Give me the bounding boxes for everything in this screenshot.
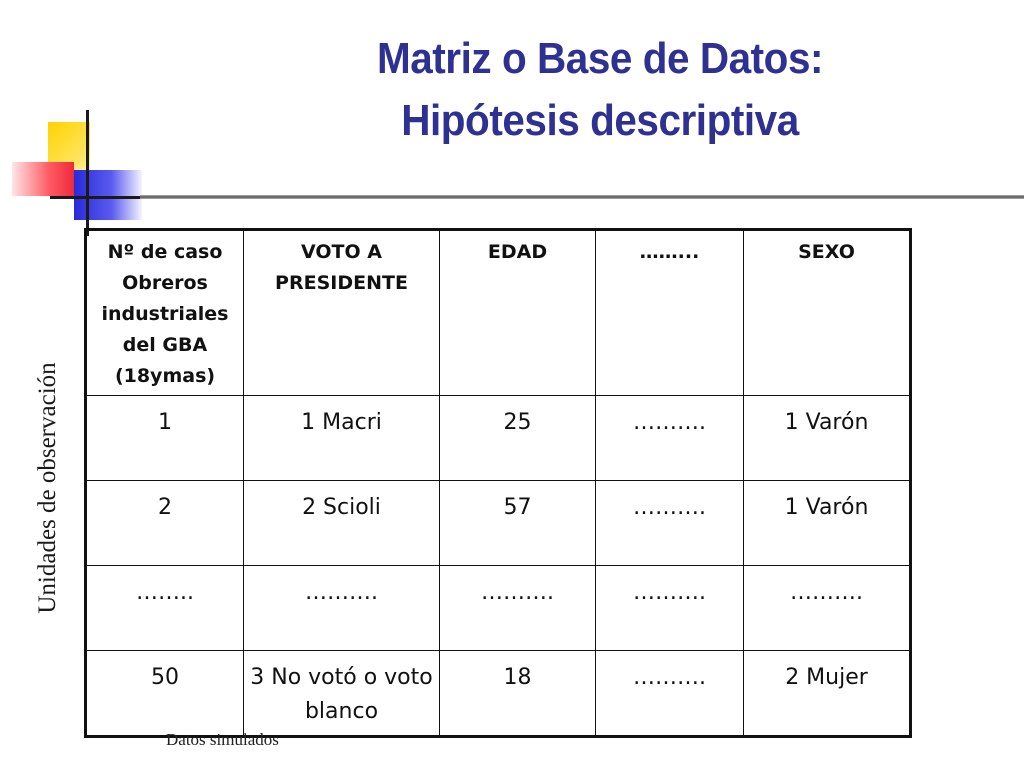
header-vote-label: VOTO A PRESIDENTE xyxy=(275,241,408,294)
table-cell: 2 Mujer xyxy=(744,651,911,737)
footnote: Datos simulados xyxy=(166,730,279,749)
table-cell: 1 xyxy=(86,396,244,481)
table-header-row xyxy=(86,230,911,396)
title-divider xyxy=(140,195,1024,199)
table-cell: ………. xyxy=(596,481,744,566)
data-matrix-table xyxy=(84,228,912,738)
table-cell: 3 No votó o voto blanco xyxy=(244,651,440,737)
table-cell: 1 Macri xyxy=(244,396,440,481)
table-cell: ………. xyxy=(744,566,911,651)
header-case-number-label: Nº de caso xyxy=(107,241,223,263)
header-sex xyxy=(744,230,911,396)
table-row xyxy=(86,396,911,481)
table-cell: 2 xyxy=(86,481,244,566)
table-row xyxy=(86,481,911,566)
table-cell: 50 xyxy=(86,651,244,737)
header-ellipsis xyxy=(596,230,744,396)
logo-vertical-line xyxy=(86,110,89,236)
logo-red-square xyxy=(12,162,74,196)
header-age xyxy=(440,230,596,396)
table-cell: ………. xyxy=(440,566,596,651)
header-ellipsis-label: ……... xyxy=(639,241,700,263)
title-line-2: Hipótesis descriptiva xyxy=(401,96,799,145)
table-cell: 57 xyxy=(440,481,596,566)
header-case-number-sub: Obreros industriales del GBA (18ymas) xyxy=(101,272,229,387)
table-row xyxy=(86,651,911,737)
table-row xyxy=(86,566,911,651)
slide-title xyxy=(214,28,987,152)
table-cell: ………. xyxy=(596,651,744,737)
table-cell: 1 Varón xyxy=(744,481,911,566)
decorative-logo xyxy=(0,100,170,240)
side-label: Unidades de observación xyxy=(34,362,61,614)
title-line-1: Matriz o Base de Datos: xyxy=(376,34,824,83)
header-age-label: EDAD xyxy=(487,241,548,263)
table-cell: 18 xyxy=(440,651,596,737)
header-sex-label: SEXO xyxy=(798,241,855,263)
table-cell: 1 Varón xyxy=(744,396,911,481)
table-cell: ………. xyxy=(596,566,744,651)
header-case-number xyxy=(86,230,244,396)
table-cell: …….. xyxy=(86,566,244,651)
header-vote xyxy=(244,230,440,396)
table-cell: ………. xyxy=(596,396,744,481)
logo-blue-square xyxy=(74,170,142,220)
table-cell: ………. xyxy=(244,566,440,651)
table-cell: 25 xyxy=(440,396,596,481)
table-cell: 2 Scioli xyxy=(244,481,440,566)
